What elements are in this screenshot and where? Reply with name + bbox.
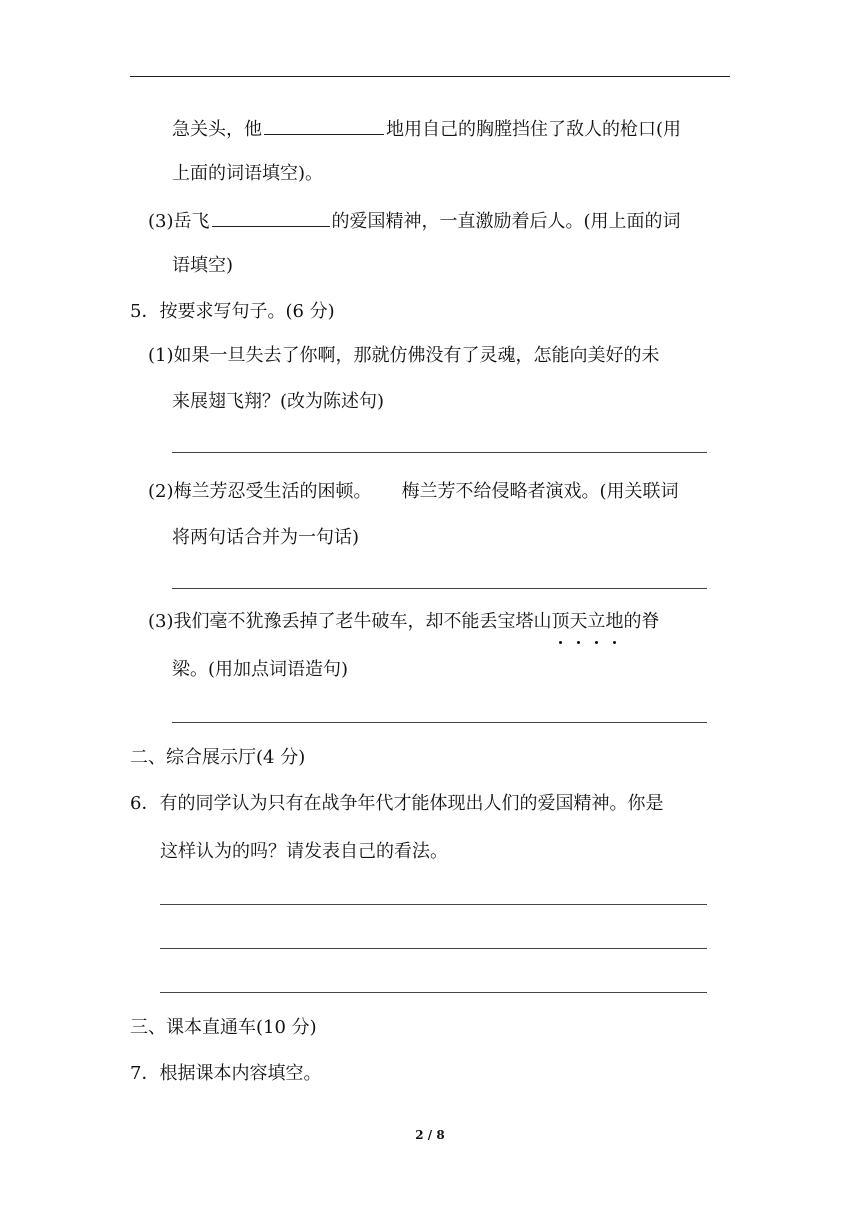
dotted-char: 地 (606, 608, 624, 636)
text-line: 梁。(用加点词语造句) (172, 659, 349, 680)
text-segment: (3)岳飞 (148, 211, 210, 232)
answer-line[interactable] (160, 904, 707, 905)
text-segment: 梅兰芳不给侵略者演戏。(用关联词 (401, 481, 679, 502)
dotted-char: 天 (570, 608, 588, 636)
text-segment: 急关头，他 (172, 119, 262, 140)
text-segment: 地用自己的胸膛挡住了敌人的枪口(用 (386, 119, 682, 140)
section-title: 二、综合展示厅(4 分) (130, 747, 306, 768)
text-line: 这样认为的吗？请发表自己的看法。 (160, 841, 448, 862)
fill-blank[interactable] (212, 206, 330, 227)
question-title: 7．根据课本内容填空。 (130, 1063, 322, 1084)
dotted-char: 顶 (552, 608, 570, 636)
text-line: 语填空) (172, 255, 234, 276)
text-line (148, 608, 660, 636)
answer-line[interactable] (172, 452, 707, 453)
answer-line[interactable] (172, 722, 707, 723)
question-title: 6．有的同学认为只有在战争年代才能体现出人们的爱国精神。你是 (130, 793, 664, 814)
text-segment: 的爱国精神，一直激励着后人。(用上面的词 (331, 211, 681, 232)
page-number: 2 / 8 (415, 1128, 445, 1142)
text-line (172, 114, 681, 144)
answer-line[interactable] (172, 588, 707, 589)
answer-line[interactable] (160, 992, 707, 993)
text-line: (1)如果一旦失去了你啊，那就仿佛没有了灵魂，怎能向美好的未 (148, 345, 660, 366)
section-title: 三、课本直通车(10 分) (130, 1017, 317, 1038)
text-line: 上面的词语填空)。 (172, 163, 324, 184)
dotted-char: 立 (588, 608, 606, 636)
answer-line[interactable] (160, 948, 707, 949)
fill-blank[interactable] (264, 114, 384, 135)
text-segment: (2)梅兰芳忍受生活的困顿。 (148, 481, 372, 502)
text-line (148, 206, 681, 236)
text-line (148, 478, 679, 506)
text-segment: (3)我们毫不犹豫丢掉了老牛破车，却不能丢宝塔山 (148, 611, 552, 632)
header-rule (130, 76, 730, 77)
text-line: 来展翅飞翔？(改为陈述句) (172, 391, 385, 412)
text-segment: 的脊 (623, 611, 660, 632)
text-line: 将两句话合并为一句话) (172, 527, 360, 548)
question-title: 5．按要求写句子。(6 分) (130, 301, 335, 322)
